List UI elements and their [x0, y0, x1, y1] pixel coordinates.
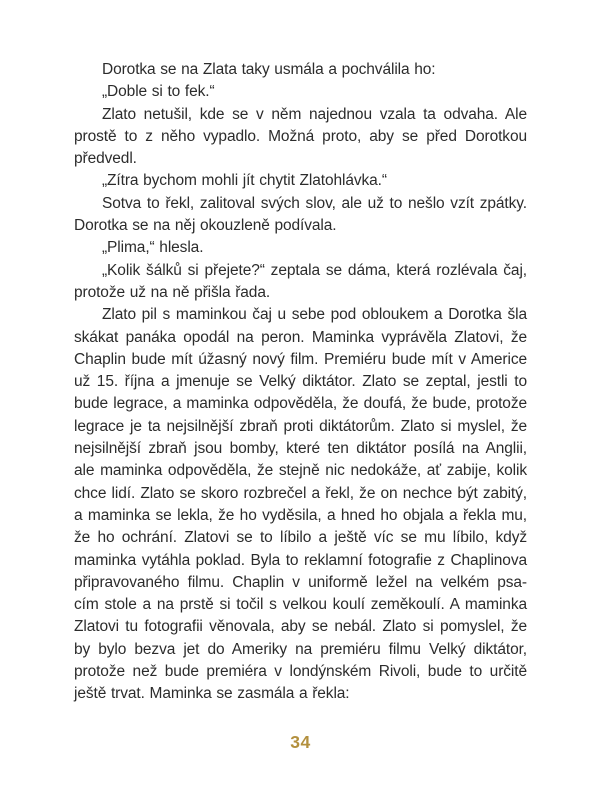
paragraph — [74, 104, 527, 171]
text-line: Dorotka se na Zlata taky usmála a pochválila ho: — [102, 61, 436, 78]
text-line: „Plima,“ hlesla. — [102, 239, 204, 257]
text-line: „Zítra bychom mohli jít chytit Zlatohlávka.“ — [102, 172, 387, 190]
text-line: „Doble si to fek.“ — [102, 83, 215, 101]
paragraph — [74, 304, 527, 705]
paragraph — [74, 170, 527, 192]
text-line: ještě trvat. Maminka se zasmála a řekla: — [74, 685, 350, 703]
page-number: 34 — [290, 732, 311, 752]
text-line: Sotva to řekl, zalitoval svých slov, ale už to nešlo vzít zpátky. — [102, 194, 527, 212]
text-line: Chaplin bude mít úžasný nový film. Premiéru bude mít v Americe — [74, 350, 527, 368]
paragraph — [74, 59, 527, 81]
text-line: maminka vytáhla poklad. Byla to reklamní fotografie z Chaplinova — [74, 551, 527, 569]
text-line: Zlato netušil, kde se v něm najednou vzala ta odvaha. Ale — [102, 105, 527, 123]
text-line: by bylo bezva jet do Ameriky na premiéru filmu Velký diktátor, — [74, 640, 527, 658]
text-line: předvedl. — [74, 150, 137, 168]
text-line: ale maminka odpověděla, že stejně nic nedokáže, ať zabije, kolik — [74, 462, 527, 480]
text-line: Zlatovi tu fotografii věnovala, aby se nebál. Zlato si pomyslel, že — [74, 618, 527, 636]
text-line: připravovaného filmu. Chaplin v uniformě ležel na velkém psa- — [74, 573, 527, 591]
text-line: cím stole a na prstě si točil s velkou koulí zeměkoulí. A maminka — [74, 596, 527, 614]
paragraph — [74, 237, 527, 259]
text-line: a maminka se lekla, že ho vyděsila, a hned ho objala a řekla mu, — [74, 506, 527, 524]
text-line: Zlato pil s maminkou čaj u sebe pod obloukem a Dorotka šla — [102, 306, 527, 324]
paragraph — [74, 81, 527, 103]
text-line: Dorotka se na něj okouzleně podívala. — [74, 217, 337, 235]
text-line: nejsilnější zbraň jsou bomby, které ten diktátor posílá na Anglii, — [74, 440, 527, 458]
text-line: prostě to z něho vypadlo. Možná proto, aby se před Dorotkou — [74, 127, 527, 145]
text-line: legrace je ta nejsilnější zbraň proti diktátorům. Zlato si myslel, že — [74, 417, 527, 435]
text-line: bude legrace, a maminka odpověděla, že doufá, že bude, protože — [74, 395, 527, 413]
paragraph — [74, 260, 527, 305]
text-block — [74, 59, 527, 706]
text-line: chce lidí. Zlato se skoro rozbrečel a řekl, že on nechce být zabitý, — [74, 484, 527, 502]
text-line: skákat panáka opodál na peron. Maminka vyprávěla Zlatovi, že — [74, 328, 527, 346]
paragraph — [74, 193, 527, 238]
text-line: už 15. října a jmenuje se Velký diktátor. Zlato se zeptal, jestli to — [74, 373, 527, 391]
text-line: že ho ochrání. Zlatovi se to líbilo a ještě víc se mu líbilo, když — [74, 529, 527, 547]
text-line: protože už na ně přišla řada. — [74, 283, 271, 301]
text-line: protože než bude premiéra v londýnském Rivoli, bude to určitě — [74, 663, 527, 681]
text-line: „Kolik šálků si přejete?“ zeptala se dáma, která rozlévala čaj, — [102, 261, 527, 279]
